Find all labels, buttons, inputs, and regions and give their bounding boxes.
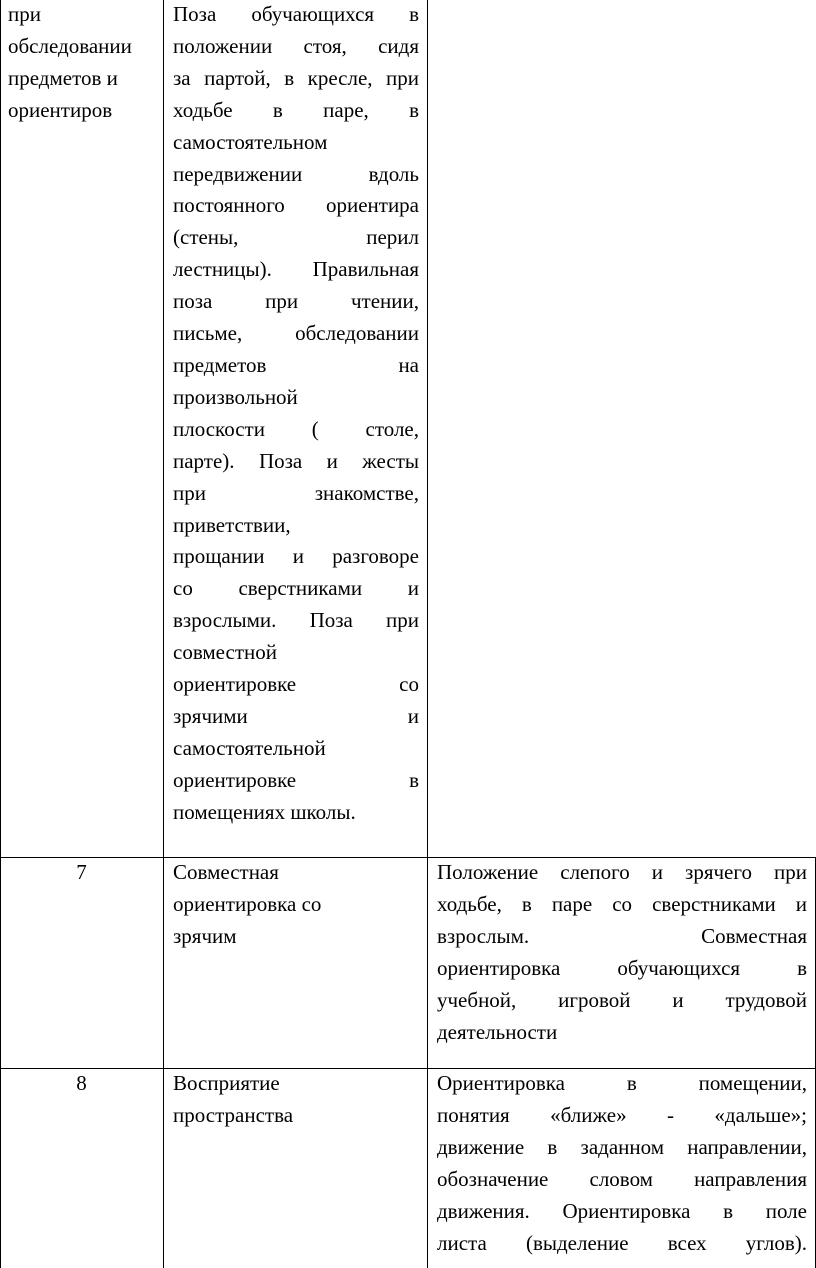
text-line: предметов и — [8, 65, 118, 90]
text-line: передвижении вдоль — [173, 161, 419, 186]
text-line: при — [8, 2, 41, 26]
text-line: положении стоя, сидя — [173, 33, 419, 58]
text-line: самостоятельной — [173, 735, 326, 760]
text-line: взрослыми. Поза при — [173, 608, 419, 633]
text-line: прощании и разговоре — [173, 544, 419, 569]
table-cell-number — [0, 857, 163, 889]
text-line: постоянного ориентира — [173, 193, 419, 218]
table-cell-number — [0, 1068, 163, 1100]
text-line: Поза обучающихся в — [173, 2, 419, 26]
text-line: произвольной — [173, 384, 298, 409]
text-line: Ориентировка в помещении, — [437, 1071, 807, 1095]
text-line: движение в заданном направлении, — [437, 1134, 807, 1159]
text-line: ориентиров — [8, 97, 113, 122]
text-line: предметов на — [173, 352, 419, 377]
text-line: пространства — [173, 1102, 294, 1127]
text-line: со сверстниками и — [173, 576, 419, 601]
text-line: совместной — [173, 640, 277, 665]
text-line: ходьбе в паре, в — [173, 97, 419, 122]
table-border-col1 — [163, 0, 164, 1268]
text-line: при знакомстве, — [173, 480, 419, 505]
text-line: Восприятие — [173, 1071, 280, 1095]
text-line: ориентировка со — [173, 891, 322, 916]
table-cell-content — [437, 1068, 807, 1259]
table-cell-content-continued — [173, 0, 419, 829]
text-line: деятельности — [437, 1019, 558, 1044]
text-line: поза при чтении, — [173, 289, 419, 314]
text-line: зрячими и — [173, 703, 419, 728]
table-cell-topic — [173, 857, 423, 953]
text-line: (стены, перил — [173, 225, 419, 250]
text-line: понятия «ближе» - «дальше»; — [437, 1102, 807, 1127]
text-line: за партой, в кресле, при — [173, 65, 419, 90]
text-line: лестницы). Правильная — [173, 257, 419, 282]
table-cell-topic — [173, 1068, 423, 1132]
text-line: ориентировке в — [173, 767, 419, 792]
table-cell-topic-continued — [8, 0, 160, 127]
text-line: учебной, игровой и трудовой — [437, 987, 807, 1012]
text-line: помещениях школы. — [173, 799, 356, 824]
table-border-col2 — [427, 0, 428, 1268]
text-line: взрослым. Совместная — [437, 923, 807, 948]
text-line: обследовании — [8, 33, 132, 58]
text-line: плоскости ( столе, — [173, 416, 419, 441]
text-line: ходьбе, в паре со сверстниками и — [437, 891, 807, 916]
row-number: 7 — [76, 860, 87, 884]
text-line: парте). Поза и жесты — [173, 448, 419, 473]
text-line: приветствии, — [173, 512, 291, 537]
row-number: 8 — [76, 1071, 87, 1095]
text-line: движения. Ориентировка в поле — [437, 1198, 807, 1223]
text-line: Совместная — [173, 860, 279, 884]
text-line: листа (выделение всех углов). — [437, 1230, 807, 1255]
text-line: письме, обследовании — [173, 321, 419, 346]
table-cell-content — [437, 857, 807, 1048]
text-line: Положение слепого и зрячего при — [437, 860, 807, 884]
text-line: обозначение словом направления — [437, 1166, 807, 1191]
text-line: ориентировке со — [173, 672, 419, 697]
text-line: зрячим — [173, 923, 237, 948]
text-line: ориентировка обучающихся в — [437, 955, 807, 980]
text-line: самостоятельном — [173, 129, 328, 154]
